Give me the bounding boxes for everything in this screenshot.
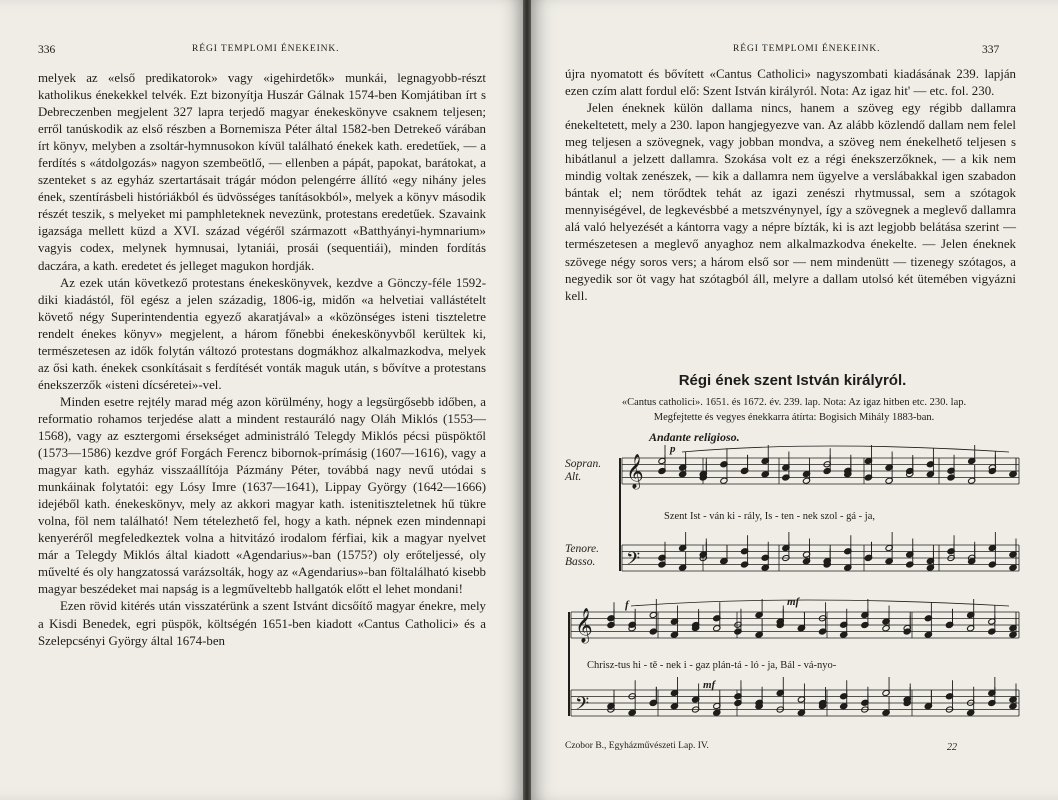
lower-voice-label: Tenore. Basso. xyxy=(565,543,599,568)
left-paragraph-3: Minden esetre rejtély marad még azon körülmény, hogy a legsürgősebb időben, a reformatio rohamos terjedése alatt a mindent restauráló nagy Oláh Miklós (1553—1568), vagy az esztergomi érsekséget administráló Telegdy Miklós pécsi püspöktől (1573—1586) kezdve gróf Forgách Ferencz bibornok-prímásig (1607—1616), vagy a magyar kath. egyház visszaállítója Pázmány Péter, továbbá nagy nevű utódai s munkáinak folytatói: egy Lósy Imre (1637—1641), Lippay György (1642—1666) idejéből kath. énekeskönyv, mely az akkori magyar kath. istenitiszteletnek hű tükre volna, föl nem található! Nem tételezhető fel, hogy a kath. népnek ezen mindennapi kenyeréről megfeledkeztek volna a hitvitázó irodalom férfiai, kik a magyar nyelvet már a Telegdy Miklós által kiadott «Agendarius»-ban (1575?) oly erőteljessé, oly művelté és oly hangzatossá varázsolták, hogy az «Agendarius»-ban föltalálható kisebb magyar beszédeket mai napság is a legműveltebb hallgatók előtt el lehet mondani! xyxy=(38,394,486,597)
left-paragraph-4: Ezen rövid kitérés után visszatérünk a szent Istvánt dicsőítő magyar énekre, mely a Kisdi Benedek, egri püspök, költségén 1651-ben kiadott «Cantus Catholici» és a Szelepcsényi György által 1674-ben xyxy=(38,599,486,648)
score-notes xyxy=(575,445,1017,719)
treble-clef-icon: 𝄞 xyxy=(575,608,593,643)
tempo-marking: Andante religioso. xyxy=(649,430,740,444)
song-source-line-1: «Cantus catholici». 1651. és 1672. év. 239. lap. Nota: Az igaz hitben etc. 230. lap. xyxy=(621,397,967,408)
dynamic-mark: mf xyxy=(787,596,800,608)
dynamic-mark: f xyxy=(625,599,629,611)
staff-lines xyxy=(569,458,1019,716)
left-page-number: 336 xyxy=(38,44,56,56)
dynamics-marks xyxy=(625,443,801,691)
right-page xyxy=(527,0,1058,800)
left-running-head: RÉGI TEMPLOMI ÉNEKEINK. xyxy=(192,44,340,54)
right-paragraph-2: Jelen éneknek külön dallama nincs, hanem a szöveg egy régibb dallamra énekeltetett, mely a 230. lapon hangjegyezve van. Az alább közlendő dallam nem felel meg teljesen a szövegnek, vagy jobban mondva, a szöveg nem énekelhető teljesen s hibátlanul a jelzett dallamra. Szokása volt ez a régi énekszerzőknek, — a kik nem mindig voltak zenészek, — kik a dallamra nem ügyelve a verslábakkal igen szabadon bántak el; nem törődtek tehát az igazi zenészi rhytmussal, sem a szótagok mennyiségével, de legkevésbbé a metszvénynyel, így a szövegnek a meglevő dallamra alá való helyezését a kántorra vagy a népre bízták, ki is azt legjobb belátása szerint — természetesen a meglevő anyaghoz nem alkalmazkodva énekelte. — Jelen éneknek szövege négy soros vers; a három első sor — nem mindenütt — tizenegy szótagos, a negyedik sor öt vagy hat szótagból áll, melyre a dallam utolsó két ütemében vigyázni kell. xyxy=(565,101,1016,303)
bass-clef-icon: 𝄢 xyxy=(626,549,641,574)
right-running-head: RÉGI TEMPLOMI ÉNEKEINK. xyxy=(733,44,881,54)
music-score xyxy=(527,0,1058,800)
left-page xyxy=(0,0,527,800)
lyrics-system-2: Chrisz-tus hi - tě - nek i - gaz plán-tá - ló - ja, Bál - vá-nyo- xyxy=(587,660,837,671)
dynamic-mark: p xyxy=(670,443,676,455)
slur xyxy=(682,446,1009,452)
footer-signature-number: 22 xyxy=(947,742,957,753)
left-paragraph-1: melyek az «első predikatorok» vagy «igehirdetők» munkái, legnagyobb-részt katholikus énekekkel telvék. Ezt bizonyítja Huszár Gálnak 1574-ben Komjátiban írt s Debreczenben megjelent 327 lapra terjedő magyar énekeskönyve csaknem teljesen; erről tanúskodik az első részben a Bornemisza Péter által 1582-ben Detrekeő várában írt könyv, melyben a zsoltár-hymnusokon kívül található énekek kath. eredetűek, — a ferdítés s «átdolgozás» nagyon szembeötlő, — ellenben a pápát, papokat, barátokat, a szenteket s az egyház szertartásait trágár módon pelengérre állító «egy nihány jeles ének, szentírásbeli históriákból és üdvösséges tanításokból», melyek a könyv második részét teszik, s melyeket mi pamphleteknek nevezünk, protestans eredetűek. Szavaink igazsága mellett küzd a XVI. század végéről származott «Batthyányi-hymnarium» vagyis codex, melynek hymnusai, lytaniái, prosái (sequentiái), minden fordítás daczára, a kath. eredetet és jelleget magukon hordják. xyxy=(38,71,486,273)
lyrics-system-1: Szent Ist - ván ki - rály, Is - ten - nek szol - gá - ja, xyxy=(664,511,875,522)
footer-publication-note: Czobor B., Egyházművészeti Lap. IV. xyxy=(565,741,709,751)
song-title: Régi ének szent István királyról. xyxy=(678,372,907,389)
left-paragraph-2: Az ezek után következő protestans énekeskönyvek, kezdve a Gönczy-féle 1592-diki kiadástól, föl egész a jelen századig, 1806-ig, midőn «a helvetiai vallástételt követő négy Superintendentia egyező akaratjával» a «közönséges isteni tiszteletre rendelt énekes könyv» megjelent, a három főnebbi énekeskönyvből kerültek ki, természetesen az idők folytán változó protestans dogmákhoz alkalmazkodva, melyek az ősi kath. énekek csonkításait s ferdítését vonták maguk után, s bővítve a protestans énekszerzők «isteni dícséretei»-vel. xyxy=(38,275,486,392)
left-body-text xyxy=(38,70,486,650)
song-source-line-2: Megfejtette és vegyes énekkarra átírta: Bogisich Mihály 1883-ban. xyxy=(653,412,935,423)
book-gutter xyxy=(523,0,531,800)
treble-clef-icon: 𝄞 xyxy=(626,454,644,489)
slur xyxy=(631,600,1009,606)
bass-clef-icon: 𝄢 xyxy=(575,694,590,719)
right-page-number: 337 xyxy=(982,44,1000,56)
right-paragraph-1: újra nyomatott és bővített «Cantus Catholici» nagyszombati kiadásának 239. lapján ezen czím alatt fordul elő: Szent István királyról. Nota: Az igaz hit' — etc. fol. 230. xyxy=(565,67,1016,99)
upper-voice-label: Sopran. Alt. xyxy=(565,458,602,483)
dynamic-mark: mf xyxy=(703,679,716,691)
